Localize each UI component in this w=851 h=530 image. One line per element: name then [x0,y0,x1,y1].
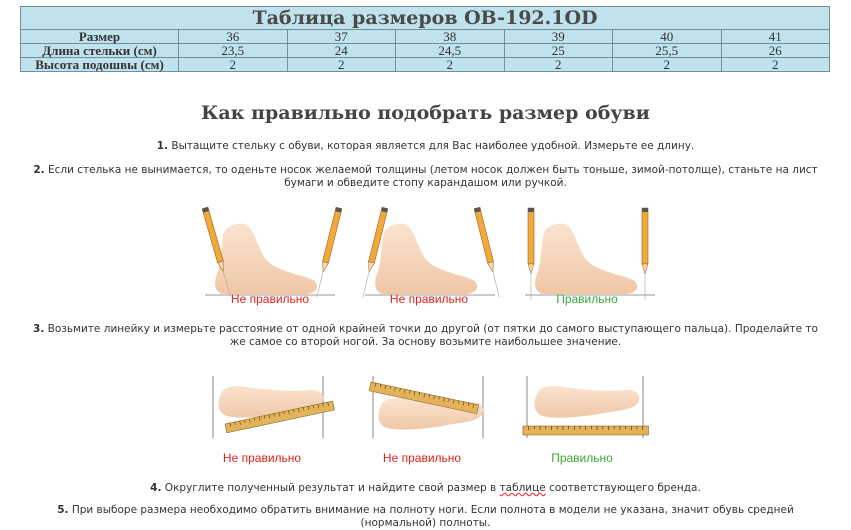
step-3 [30,323,821,349]
foot-tracing-illustration [185,200,665,300]
table-row [21,44,830,58]
table-row [21,58,830,72]
caption-wrong-1: Не правильно [222,451,302,465]
table-cell: 40 [613,30,722,44]
step-text: Округлите полученный результат и найдите свой размер в [164,482,500,494]
panel-right [525,208,655,300]
table-cell: 39 [504,30,613,44]
table-cell: 2 [721,58,830,72]
pencil-icon [314,207,342,298]
pencil-icon [642,208,648,300]
panel-wrong-1 [213,376,334,438]
guide-heading: Как правильно подобрать размер обуви [201,102,650,124]
step-number: 2. [33,164,45,176]
step-text: Если стелька не вынимается, то оденьте носок желаемой толщины (летом носок должен быть тоньше, зимой-потолще), станьте на лист бумаги и обведите стопу карандашом или ручкой. [47,164,818,189]
panel-wrong-2 [360,207,502,298]
table-cell: 2 [396,58,505,72]
row-label: Длина стельки (см) [21,44,179,58]
table-cell: 23,5 [179,44,288,58]
step-5 [30,504,821,530]
caption-right: Правильно [551,451,613,465]
ruler-measure-illustration [205,372,665,444]
caption-wrong-1: Не правильно [230,292,310,306]
table-cell: 24,5 [396,44,505,58]
panel-wrong-2 [369,376,483,438]
table-link[interactable]: таблице [499,482,546,494]
caption-right: Правильно [556,292,618,306]
ruler-icon [523,426,648,435]
table-cell: 25,5 [613,44,722,58]
table-cell: 25 [504,44,613,58]
row-label: Высота подошвы (см) [21,58,179,72]
table-cell: 37 [287,30,396,44]
pencil-icon [474,207,502,298]
panel-wrong-1 [202,207,342,298]
table-cell: 38 [396,30,505,44]
table-title: Таблица размеров OB-192.1OD [21,7,830,30]
size-table [20,6,830,72]
step-number: 3. [33,323,45,335]
step-text: Вытащите стельку с обуви, которая является для Вас наиболее удобной. Измерьте ее длину. [171,140,695,152]
table-cell: 2 [504,58,613,72]
row-label: Размер [21,30,179,44]
table-cell: 36 [179,30,288,44]
step-4 [30,482,821,495]
step-1 [30,140,821,153]
step-number: 4. [150,482,162,494]
table-cell: 2 [613,58,722,72]
table-cell: 2 [287,58,396,72]
table-row [21,30,830,44]
step-number: 1. [156,140,169,152]
table-cell: 2 [179,58,288,72]
panel-right [523,376,648,438]
table-cell: 26 [721,44,830,58]
table-cell: 24 [287,44,396,58]
step-text: При выборе размера необходимо обратить внимание на полноту ноги. Если полнота в модели не указана, значит обувь средней (нормальной) полноты. [71,504,794,529]
step-text: соответствующего бренда. [545,482,701,494]
table-cell: 41 [721,30,830,44]
pencil-icon [528,208,534,300]
step-number: 5. [57,504,69,516]
step-2 [30,164,821,190]
step-text: Возьмите линейку и измерьте расстояние от одной крайней точки до другой (от пятки до самого выступающего пальца). Проделайте то же самое со второй ногой. За основу возьмите наибольшее значение. [47,323,818,348]
caption-wrong-2: Не правильно [389,292,469,306]
caption-wrong-2: Не правильно [382,451,462,465]
